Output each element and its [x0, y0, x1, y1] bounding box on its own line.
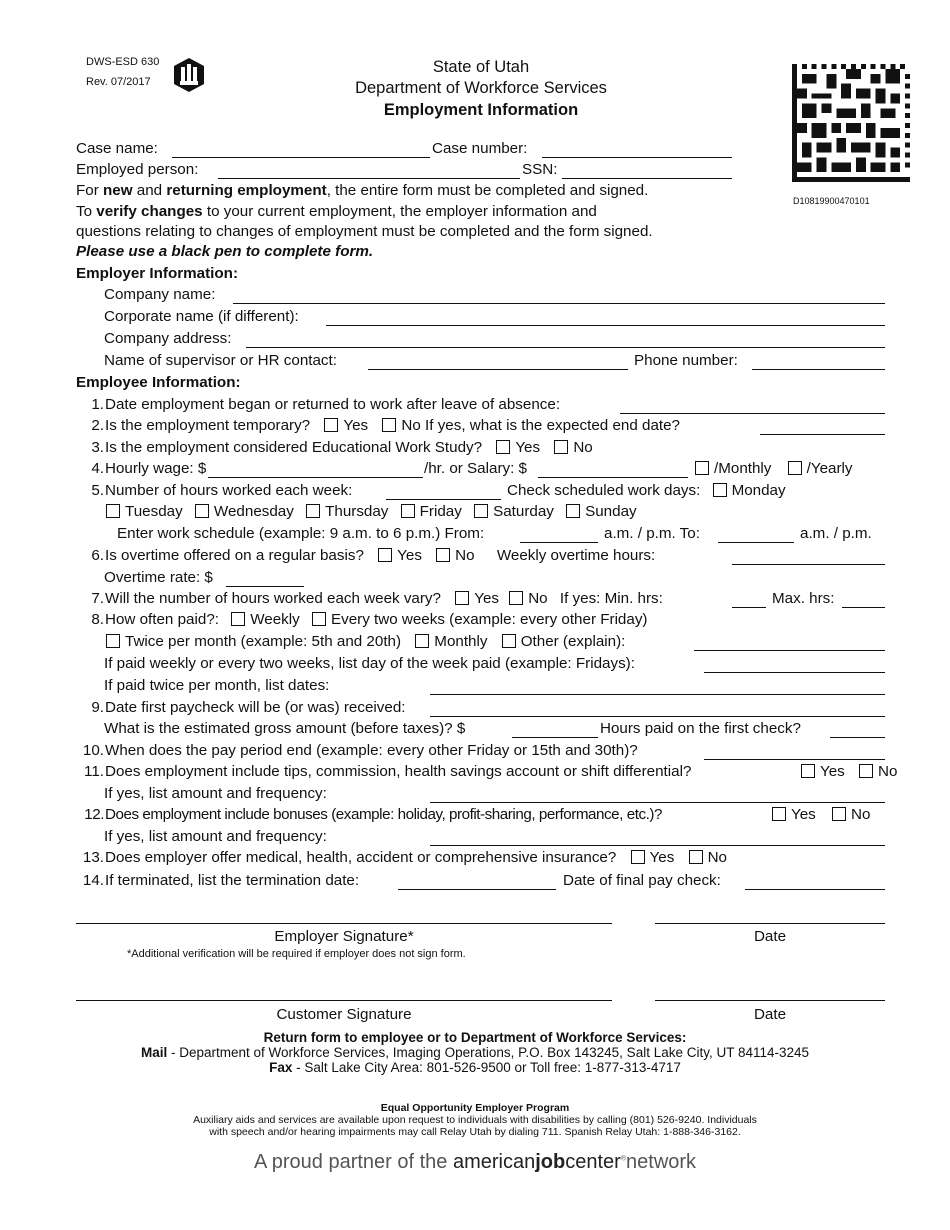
weekly-hours-field[interactable]: [386, 499, 501, 500]
salary-field[interactable]: [538, 477, 688, 478]
question-4: 4.Hourly wage: $: [91, 460, 207, 477]
case-name-field[interactable]: [172, 157, 430, 158]
intro-line-3: questions relating to changes of employment must be completed and the form signed.: [76, 223, 653, 240]
gross-amount-field[interactable]: [512, 737, 598, 738]
hours-paid-field[interactable]: [830, 737, 885, 738]
tips-no-checkbox[interactable]: [859, 764, 873, 778]
salary-label: /hr. or Salary: $: [424, 460, 527, 477]
employer-date-label: Date: [753, 928, 787, 945]
pay-period-end-field[interactable]: [704, 759, 885, 760]
monday-checkbox[interactable]: [713, 483, 727, 497]
hourly-wage-field[interactable]: [208, 477, 423, 478]
customer-date-label: Date: [753, 1006, 787, 1023]
employed-person-label: Employed person:: [76, 161, 199, 178]
hours-vary-yes-checkbox[interactable]: [455, 591, 469, 605]
temporary-no-checkbox[interactable]: [382, 418, 396, 432]
employer-signature-note: *Additional verification will be required if employer does not sign form.: [127, 948, 466, 960]
supervisor-label: Name of supervisor or HR contact:: [104, 352, 337, 369]
paid-monthly-checkbox[interactable]: [415, 634, 429, 648]
question-6: 6.Is overtime offered on a regular basis? Yes No Weekly overtime hours:: [91, 547, 656, 564]
hours-paid-label: Hours paid on the first check?: [600, 720, 801, 737]
fax-number: Fax - Salt Lake City Area: 801-526-9500 or Toll free: 1-877-313-4717: [269, 1060, 681, 1075]
question-7: 7.Will the number of hours worked each week vary? Yes No If yes: Min. hrs:: [91, 590, 663, 607]
employed-person-field[interactable]: [218, 178, 520, 179]
question-2: 2.Is the employment temporary? Yes No If yes, what is the expected end date?: [91, 417, 681, 434]
check-days-label: Check scheduled work days: Monday: [507, 482, 786, 499]
question-8: 8.How often paid?: Weekly Every two weeks (example: every other Friday): [91, 611, 648, 628]
insurance-no-checkbox[interactable]: [689, 850, 703, 864]
bonus-options: Yes No: [772, 806, 870, 824]
paid-weekly-checkbox[interactable]: [231, 612, 245, 626]
company-name-label: Company name:: [104, 286, 216, 303]
end-date-field[interactable]: [760, 434, 885, 435]
overtime-rate-label: Overtime rate: $: [104, 569, 213, 586]
tips-amount-label: If yes, list amount and frequency:: [104, 785, 327, 802]
final-pay-label: Date of final pay check:: [563, 872, 721, 889]
schedule-ampm-label: a.m. / p.m.: [800, 525, 872, 542]
twice-dates-field[interactable]: [430, 694, 885, 695]
ssn-label: SSN:: [522, 161, 558, 178]
overtime-yes-checkbox[interactable]: [378, 548, 392, 562]
eeo-title: Equal Opportunity Employer Program: [380, 1102, 570, 1114]
schedule-to-label: a.m. / p.m. To:: [604, 525, 700, 542]
employee-heading: Employee Information:: [76, 374, 241, 391]
customer-date-line[interactable]: [655, 1000, 885, 1001]
saturday-checkbox[interactable]: [474, 504, 488, 518]
employer-signature-label: Employer Signature*: [274, 928, 414, 945]
question-13: 13.Does employer offer medical, health, accident or comprehensive insurance? Yes No: [82, 849, 727, 866]
form-code: DWS-ESD 630: [86, 56, 160, 68]
eeo-line-1: Auxiliary aids and services are available upon request to individuals with disabilities by calling (801) 526-9240. Individuals: [193, 1114, 757, 1126]
salary-period: /Monthly /Yearly: [695, 460, 853, 478]
final-pay-date-field[interactable]: [745, 889, 885, 890]
revision-date: Rev. 07/2017: [86, 76, 151, 88]
max-hours-field[interactable]: [842, 607, 885, 608]
pen-note: Please use a black pen to complete form.: [76, 243, 374, 260]
tips-amount-field[interactable]: [430, 802, 885, 803]
corporate-name-field[interactable]: [326, 325, 885, 326]
other-explain-field[interactable]: [694, 650, 885, 651]
title-department: Department of Workforce Services: [355, 79, 607, 97]
paid-twice-monthly-checkbox[interactable]: [106, 634, 120, 648]
overtime-hours-field[interactable]: [732, 564, 885, 565]
barcode-id: D10819900470101: [793, 196, 870, 206]
work-days-row: Tuesday Wednesday Thursday Friday Saturday Sunday: [106, 503, 637, 521]
datamatrix-barcode-icon: [792, 64, 910, 182]
paid-other-checkbox[interactable]: [502, 634, 516, 648]
gross-amount-label: What is the estimated gross amount (before taxes)? $: [104, 720, 466, 737]
page-title: Employment Information: [383, 101, 579, 119]
corporate-name-label: Corporate name (if different):: [104, 308, 299, 325]
phone-label: Phone number:: [634, 352, 738, 369]
return-instructions: Return form to employee or to Department of Workforce Services:: [263, 1030, 687, 1045]
temporary-yes-checkbox[interactable]: [324, 418, 338, 432]
company-address-field[interactable]: [246, 347, 885, 348]
work-study-yes-checkbox[interactable]: [496, 440, 510, 454]
ajc-partner-logo: A proud partner of the americanjobcenter®network: [253, 1151, 697, 1173]
question-3: 3.Is the employment considered Educational Work Study? Yes No: [91, 439, 593, 456]
case-number-label: Case number:: [432, 140, 528, 157]
customer-signature-label: Customer Signature: [276, 1006, 412, 1023]
schedule-to-field[interactable]: [718, 542, 794, 543]
schedule-from-field[interactable]: [520, 542, 598, 543]
company-name-field[interactable]: [233, 303, 885, 304]
employer-date-line[interactable]: [655, 923, 885, 924]
monthly-checkbox[interactable]: [695, 461, 709, 475]
thursday-checkbox[interactable]: [306, 504, 320, 518]
question-1: 1.Date employment began or returned to work after leave of absence:: [91, 396, 561, 413]
paid-every-two-weeks-checkbox[interactable]: [312, 612, 326, 626]
dws-logo-icon: [172, 57, 206, 93]
work-study-no-checkbox[interactable]: [554, 440, 568, 454]
ssn-field[interactable]: [562, 178, 732, 179]
employer-heading: Employer Information:: [76, 265, 239, 282]
weekly-day-label: If paid weekly or every two weeks, list day of the week paid (example: Fridays):: [104, 655, 635, 672]
question-14: 14.If terminated, list the termination date:: [82, 872, 360, 889]
overtime-no-checkbox[interactable]: [436, 548, 450, 562]
start-date-field[interactable]: [620, 413, 885, 414]
bonus-yes-checkbox[interactable]: [772, 807, 786, 821]
bonus-amount-label: If yes, list amount and frequency:: [104, 828, 327, 845]
overtime-rate-field[interactable]: [226, 586, 304, 587]
question-12: 12.Does employment include bonuses (example: holiday, profit-sharing, performance, etc.)?: [84, 806, 663, 823]
intro-line-1: For new and returning employment, the entire form must be completed and signed.: [76, 182, 649, 199]
friday-checkbox[interactable]: [401, 504, 415, 518]
mail-address: Mail - Department of Workforce Services, Imaging Operations, P.O. Box 143245, Salt Lake City, UT 84114-3245: [140, 1045, 810, 1060]
max-hours-label: Max. hrs:: [772, 590, 835, 607]
title-state: State of Utah: [432, 58, 530, 76]
min-hours-field[interactable]: [732, 607, 766, 608]
pay-frequency-row: Twice per month (example: 5th and 20th) Monthly Other (explain):: [106, 633, 625, 651]
tips-yes-checkbox[interactable]: [801, 764, 815, 778]
wednesday-checkbox[interactable]: [195, 504, 209, 518]
bonus-amount-field[interactable]: [430, 845, 885, 846]
question-9: 9.Date first paycheck will be (or was) received:: [91, 699, 406, 716]
sunday-checkbox[interactable]: [566, 504, 580, 518]
company-address-label: Company address:: [104, 330, 232, 347]
question-5: 5.Number of hours worked each week:: [91, 482, 353, 499]
insurance-yes-checkbox[interactable]: [631, 850, 645, 864]
hours-vary-no-checkbox[interactable]: [509, 591, 523, 605]
tips-options: Yes No: [801, 763, 897, 781]
customer-signature-line[interactable]: [76, 1000, 612, 1001]
schedule-label: Enter work schedule (example: 9 a.m. to 6 p.m.) From:: [117, 525, 485, 542]
question-11: 11.Does employment include tips, commission, health savings account or shift differential?: [84, 763, 692, 780]
phone-field[interactable]: [752, 369, 885, 370]
termination-date-field[interactable]: [398, 889, 556, 890]
bonus-no-checkbox[interactable]: [832, 807, 846, 821]
case-name-label: Case name:: [76, 140, 158, 157]
first-paycheck-date-field[interactable]: [430, 716, 885, 717]
eeo-line-2: with speech and/or hearing impairments may call Relay Utah by dialing 711. Spanish Relay Utah: 1-888-346-3162.: [209, 1126, 741, 1138]
case-number-field[interactable]: [542, 157, 732, 158]
employer-signature-line[interactable]: [76, 923, 612, 924]
intro-line-2: To verify changes to your current employment, the employer information and: [76, 203, 597, 220]
question-10: 10.When does the pay period end (example: every other Friday or 15th and 30th)?: [82, 742, 638, 759]
tuesday-checkbox[interactable]: [106, 504, 120, 518]
yearly-checkbox[interactable]: [788, 461, 802, 475]
twice-dates-label: If paid twice per month, list dates:: [104, 677, 330, 694]
supervisor-field[interactable]: [368, 369, 628, 370]
weekly-day-field[interactable]: [704, 672, 885, 673]
